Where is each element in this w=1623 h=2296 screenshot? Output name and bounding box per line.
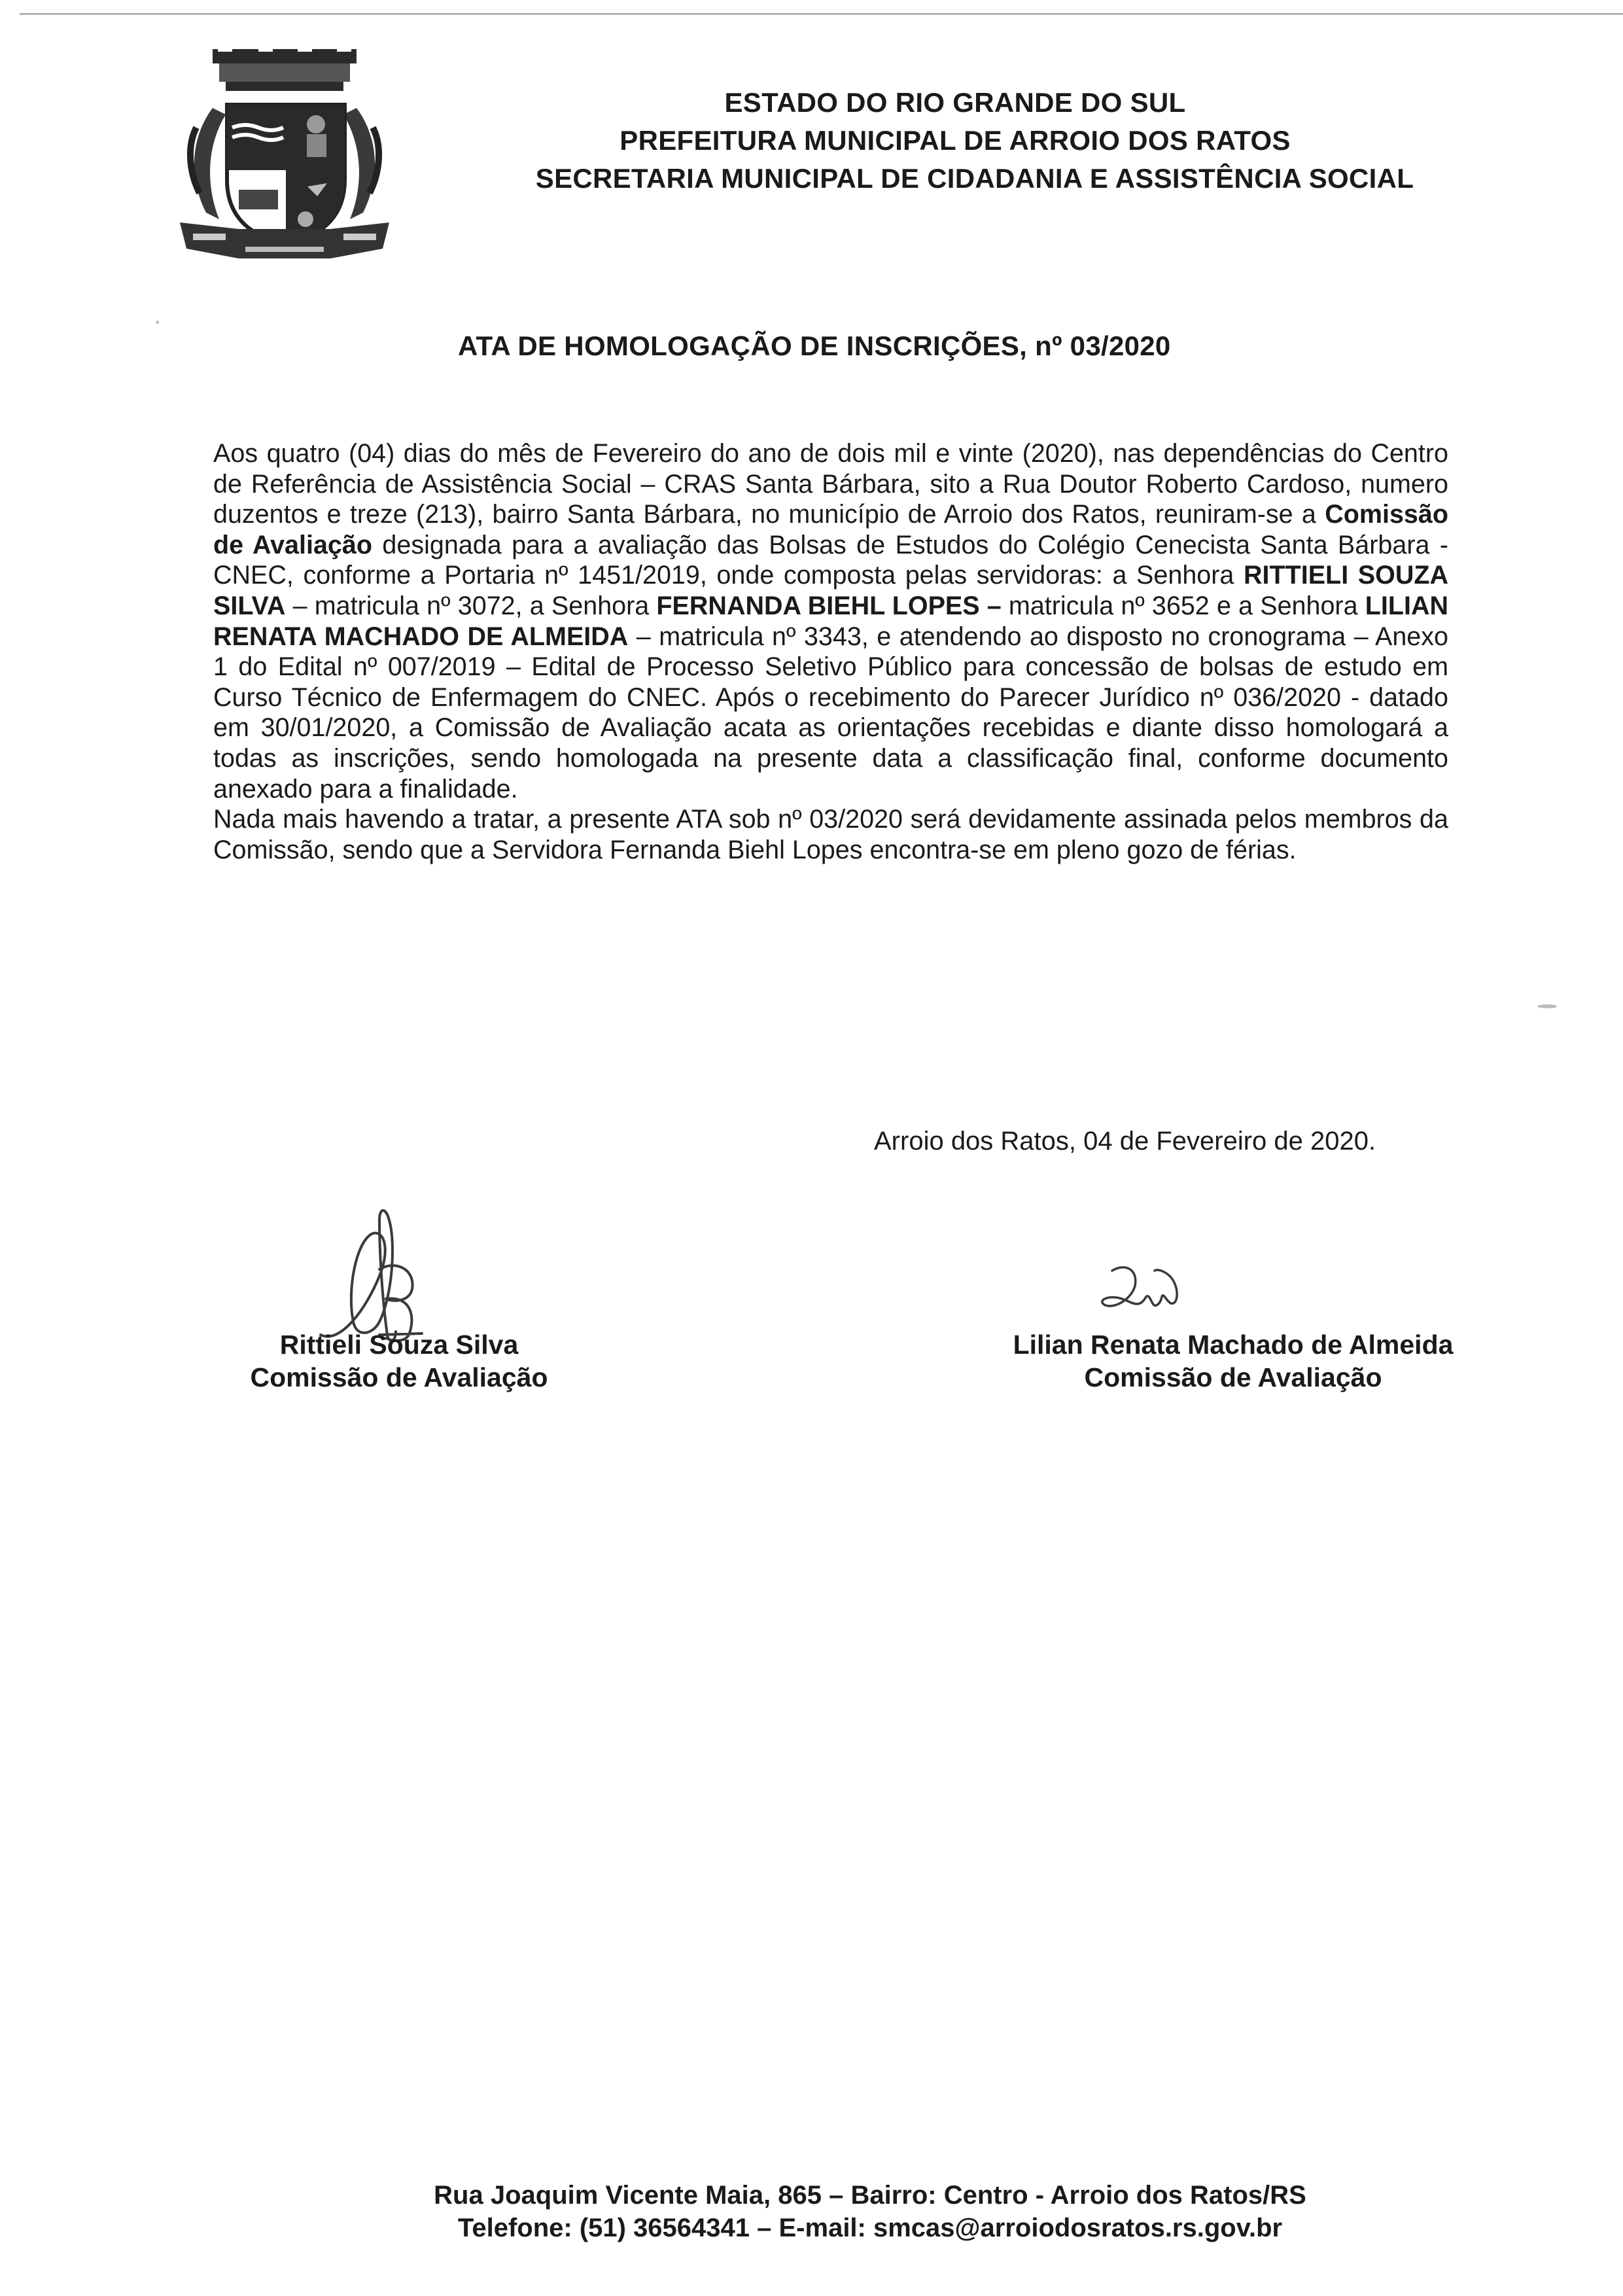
committee-name: Comissão de Avaliação [213,500,1448,559]
scan-top-edge [20,13,1623,15]
left-wheat-sprig [194,108,226,219]
scan-speck [1537,1004,1557,1008]
handwritten-signature-right [1092,1263,1191,1322]
body-paragraph-2: Nada mais havendo a tratar, a presente ATA sob nº 03/2020 será devidamente assinada pelos membros da Comissão, sendo que a Servidora Fernanda Biehl Lopes encontra-se em pleno gozo de férias. [213,805,1448,864]
right-wheat-sprig [343,108,375,219]
member-name-1: RITTIELI SOUZA SILVA [213,561,1448,620]
signatory-role: Comissão de Avaliação [250,1362,548,1392]
letterhead [393,84,1518,198]
signature-block-right [975,1328,1492,1394]
signature-block-left [222,1328,576,1394]
municipality-name: PREFEITURA MUNICIPAL DE ARROIO DOS RATOS [620,125,1291,156]
body-paragraph-1: Aos quatro (04) dias do mês de Fevereiro do ano de dois mil e vinte (2020), nas dependências do Centro de Referência de Assistência Social – CRAS Santa Bárbara, sito a Rua Doutor Roberto Cardoso, numero duzentos e treze (213), bairro Santa Bárbara, no município de Arroio dos Ratos, reuniram-se a Comissão de Avaliação designada para a avaliação das Bolsas de Estudos do Colégio Cenecista Santa Bárbara - CNEC, conforme a Portaria nº 1451/2019, onde composta pelas servidoras: a Senhora RITTIELI SOUZA SILVA – matricula nº 3072, a Senhora FERNANDA BIEHL LOPES – matricula nº 3652 e a Senhora LILIAN RENATA MACHADO DE ALMEIDA – matricula nº 3343, e atendendo ao disposto no cronograma – Anexo 1 do Edital nº 007/2019 – Edital de Processo Seletivo Público para concessão de bolsas de estudo em Curso Técnico de Enfermagem do CNEC. Após o recebimento do Parecer Jurídico nº 036/2020 - datado em 30/01/2020, a Comissão de Avaliação acata as orientações recebidas e diante disso homologará a todas as inscrições, sendo homologada na presente data a classificação final, conforme documento anexado para a finalidade. [213,439,1448,804]
footer-contact: Telefone: (51) 36564341 – E-mail: smcas@arroiodosratos.rs.gov.br [457,2214,1283,2242]
place-and-date: Arroio dos Ratos, 04 de Fevereiro de 2020. [874,1127,1376,1156]
document-title: ATA DE HOMOLOGAÇÃO DE INSCRIÇÕES, nº 03/2020 [458,330,1171,361]
footer-address: Rua Joaquim Vicente Maia, 865 – Bairro: Centro - Arroio dos Ratos/RS [434,2181,1306,2210]
document-body [213,438,1448,865]
signatory-name: Rittieli Souza Silva [279,1330,519,1360]
mural-crown [213,45,357,91]
letterhead-footer [340,2179,1400,2244]
scan-speck [156,321,159,324]
member-name-3: LILIAN RENATA MACHADO DE ALMEIDA [213,591,1448,651]
state-name: ESTADO DO RIO GRANDE DO SUL [724,87,1186,118]
shield [227,105,345,242]
signatory-role: Comissão de Avaliação [1084,1362,1382,1392]
member-name-2: FERNANDA BIEHL LOPES – [656,591,1002,620]
secretariat-name: SECRETARIA MUNICIPAL DE CIDADANIA E ASSISTÊNCIA SOCIAL [535,163,1414,194]
signatory-name: Lilian Renata Machado de Almeida [1013,1330,1454,1360]
coat-of-arms-icon [167,43,402,268]
